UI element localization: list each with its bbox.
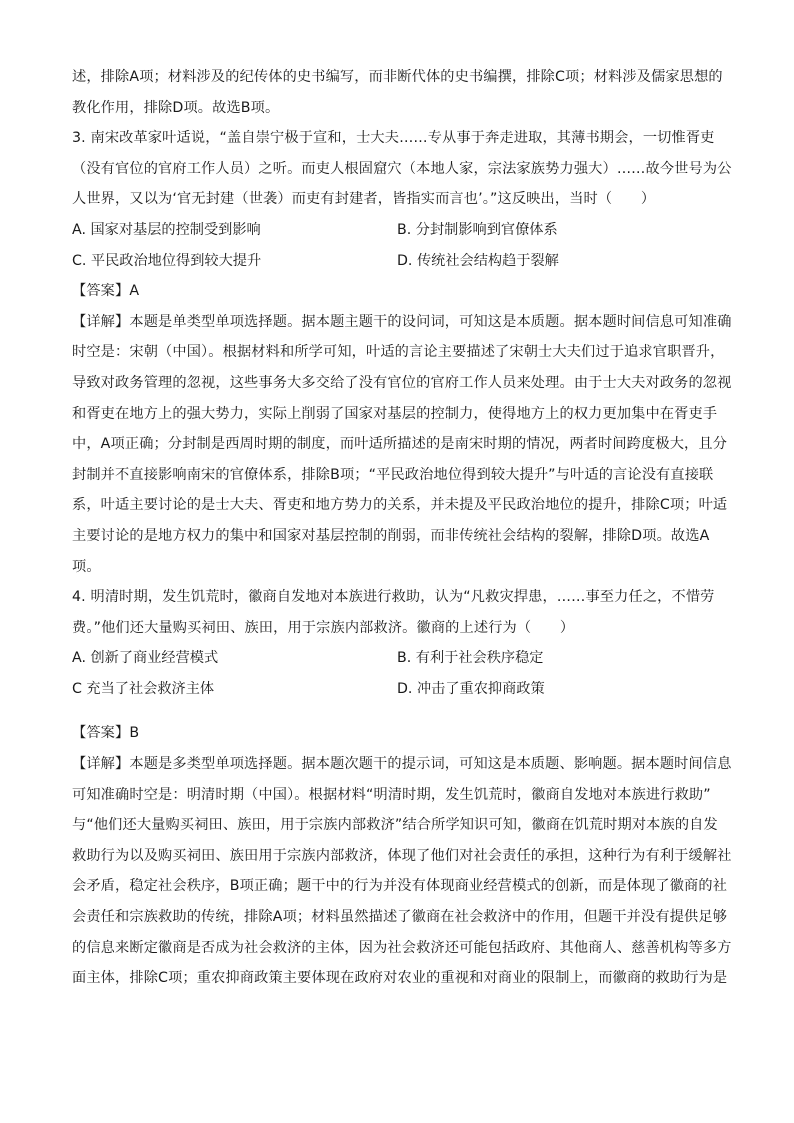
option-b: B. 分封制影响到官僚体系	[397, 221, 558, 238]
text-line: 教化作用，排除D项。故选B项。	[72, 99, 280, 116]
question-stem-line: 3. 南宋改革家叶适说，“盖自崇宁极于宣和，士大夫……专从事于奔走进取，其薄书期会，一切惟胥吏	[72, 130, 715, 147]
analysis-line: 和胥吏在地方上的强大势力，实际上削弱了国家对基层的控制力，使得地方上的权力更加集中在胥吏手	[72, 405, 718, 422]
option-a: A. 创新了商业经营模式	[72, 650, 219, 667]
analysis-line: 与“他们还大量购买祠田、族田，用于宗族内部救济”结合所学知识可知，徽商在饥荒时期对本族的自发	[72, 817, 718, 834]
analysis-line: 导致对政务管理的忽视，这些事务大多交给了没有官位的官府工作人员来处理。由于士大夫对政务的忽视	[72, 374, 732, 391]
analysis-line: 可知准确时空是：明清时期（中国）。根据材料“明清时期，发生饥荒时，徽商自发地对本族进行救助”	[72, 786, 711, 803]
question-stem-line: 人世界，又以为‘官无封建（世袭）而吏有封建者，皆指实而言也’。”这反映出，当时（ ）	[72, 191, 656, 208]
question-4	[72, 582, 732, 994]
options-row	[72, 643, 722, 674]
option-d: D. 传统社会结构趋于裂解	[397, 252, 559, 269]
document-page	[72, 62, 732, 994]
question-stem-line: 费。”他们还大量购买祠田、族田，用于宗族内部救济。徽商的上述行为（ ）	[72, 619, 575, 636]
question-stem-line: 4. 明清时期，发生饥荒时，徽商自发地对本族进行救助，认为“凡救灾捍患，……事至力任之，不惜劳	[72, 589, 715, 606]
text-line: 述，排除A项；材料涉及的纪传体的史书编写，而非断代体的史书编撰，排除C项；材料涉及儒家思想的	[72, 69, 723, 85]
analysis-line: 封制并不直接影响南宋的官僚体系，排除B项；“平民政治地位得到较大提升”与叶适的言论没有直接联	[72, 466, 714, 483]
analysis-line: 时空是：宋朝（中国）。根据材料和所学可知，叶适的言论主要描述了宋朝士大夫们过于追求官职晋升，	[72, 344, 725, 361]
analysis-line: 会责任和宗族救助的传统，排除A项；材料虽然描述了徽商在社会救济中的作用，但题干并没有提供足够	[72, 909, 728, 926]
option-c: C 充当了社会救济主体	[72, 680, 215, 697]
analysis-line: 中，A项正确；分封制是西周时期的制度，而叶适所描述的是南宋时期的情况，两者时间跨度极大，且分	[72, 436, 728, 453]
answer-label: 【答案】B	[72, 725, 140, 742]
analysis-line: 主要讨论的是地方权力的集中和国家对基层控制的削弱，而非传统社会结构的裂解，排除D项。故选A	[72, 527, 710, 544]
options-row	[72, 246, 722, 277]
analysis-line: 系，叶适主要讨论的是士大夫、胥吏和地方势力的关系，并未提及平民政治地位的提升，排除C项；叶适	[72, 497, 728, 514]
options-row	[72, 215, 722, 246]
analysis-line: 会矛盾，稳定社会秩序，B项正确；题干中的行为并没有体现商业经营模式的创新，而是体现了徽商的社	[72, 878, 728, 895]
answer-label: 【答案】A	[72, 283, 140, 300]
question-stem-line: （没有官位的官府工作人员）之听。而吏人根固窟穴（本地人家，宗法家族势力强大）……故今世号为公	[72, 160, 732, 177]
option-d: D. 冲击了重农抑商政策	[397, 680, 545, 697]
analysis-line: 【详解】本题是单类型单项选择题。据本题主题干的设问词，可知这是本质题。据本题时间信息可知准确	[72, 313, 732, 330]
analysis-line: 面主体，排除C项；重农抑商政策主要体现在政府对农业的重视和对商业的限制上，而徽商的救助行为是	[72, 970, 728, 987]
spacer	[72, 704, 722, 718]
analysis-line: 救助行为以及购买祠田、族田用于宗族内部救济，体现了他们对社会责任的承担，这种行为有利于缓解社	[72, 847, 732, 864]
q2-analysis-tail	[72, 62, 722, 123]
analysis-line: 项。	[72, 558, 101, 575]
option-b: B. 有利于社会秩序稳定	[397, 650, 544, 667]
question-3	[72, 123, 732, 582]
option-a: A. 国家对基层的控制受到影响	[72, 221, 261, 238]
analysis-line: 的信息来断定徽商是否成为社会救济的主体，因为社会救济还可能包括政府、其他商人、慈善机构等多方	[72, 939, 732, 956]
analysis-line: 【详解】本题是多类型单项选择题。据本题次题干的提示词，可知这是本质题、影响题。据本题时间信息	[72, 756, 732, 773]
option-c: C. 平民政治地位得到较大提升	[72, 252, 262, 269]
options-row	[72, 674, 722, 705]
